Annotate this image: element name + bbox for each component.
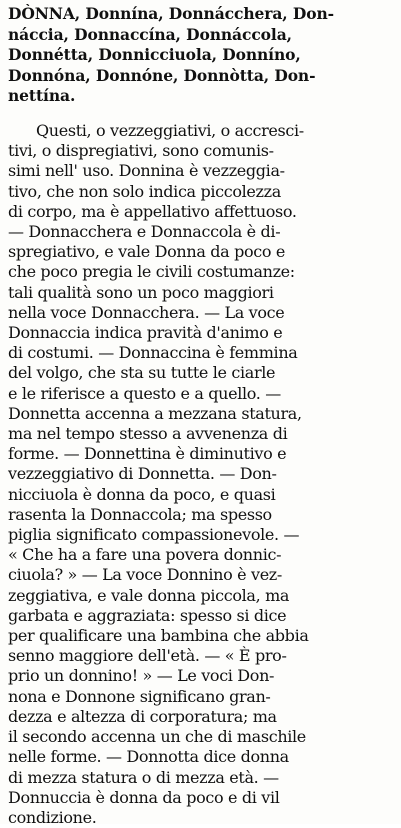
body-line: piglia significato compassionevole. — [8, 525, 300, 545]
body-line: il secondo accenna un che di maschile [8, 727, 306, 747]
body-line: simi nell' uso. Donnina è vezzeggia- [8, 161, 285, 181]
entry-heading [8, 4, 396, 107]
entry-body [8, 121, 396, 828]
body-line: ma nel tempo stesso a avvenenza di [8, 424, 288, 444]
body-line: spregiativo, e vale Donna da poco e [8, 242, 286, 262]
body-line: prio un donnino! » — Le voci Don- [8, 666, 275, 686]
body-line: dezza e altezza di corporatura; ma [8, 706, 277, 726]
body-line: ciuola? » — La voce Donnino è vez- [8, 565, 282, 585]
body-line: che poco pregia le civili costumanze: [8, 262, 295, 282]
body-line: senno maggiore dell'età. — « È pro- [8, 646, 287, 666]
body-line: zeggiativa, e vale donna piccola, ma [8, 585, 290, 605]
heading-line: Donnétta, Donnicciuola, Donníno, [8, 45, 301, 64]
body-line: di mezza statura o di mezza età. — [8, 767, 279, 787]
body-line: tivo, che non solo indica piccolezza [8, 181, 281, 201]
body-line: garbata e aggraziata: spesso si dice [8, 605, 287, 625]
body-line: forme. — Donnettina è diminutivo e [8, 444, 287, 464]
body-line: e le riferisce a questo e a quello. — [8, 383, 281, 403]
heading-line: nettína. [8, 86, 76, 105]
body-line: condizione. [8, 807, 97, 827]
body-line: — Donnacchera e Donnaccola è di- [8, 222, 281, 242]
heading-line: náccia, Donnaccína, Donnáccola, [8, 24, 292, 44]
body-line: Donnetta accenna a mezzana statura, [8, 403, 302, 423]
body-line: tivi, o dispregiativi, sono comunis- [8, 141, 274, 161]
body-line: « Che ha a fare una povera donnic- [8, 545, 282, 565]
body-line: Questi, o vezzeggiativi, o accresci- [36, 121, 304, 140]
body-line: di costumi. — Donnaccina è femmina [8, 343, 298, 363]
body-line: del volgo, che sta su tutte le ciarle [8, 363, 276, 383]
body-line: Donnaccia indica pravità d'animo e [8, 323, 283, 343]
body-line: di corpo, ma è appellativo affettuoso. [8, 201, 297, 221]
heading-line: DÒNNA, Donnína, Donnácchera, Don- [8, 4, 334, 23]
body-line: rasenta la Donnaccola; ma spesso [8, 504, 272, 524]
body-line: per qualificare una bambina che abbia [8, 626, 309, 646]
body-line: nona e Donnone significano gran- [8, 686, 271, 706]
body-line: tali qualità sono un poco maggiori [8, 282, 274, 302]
heading-line: Donnóna, Donnóne, Donnòtta, Don- [8, 65, 316, 85]
body-line: nelle forme. — Donnotta dice donna [8, 747, 289, 767]
body-line: vezzeggiativo di Donnetta. — Don- [8, 464, 277, 484]
body-line: nella voce Donnacchera. — La voce [8, 302, 285, 322]
body-line: Donnuccia è donna da poco e di vil [8, 787, 280, 807]
body-line: nicciuola è donna da poco, e quasi [8, 484, 276, 504]
